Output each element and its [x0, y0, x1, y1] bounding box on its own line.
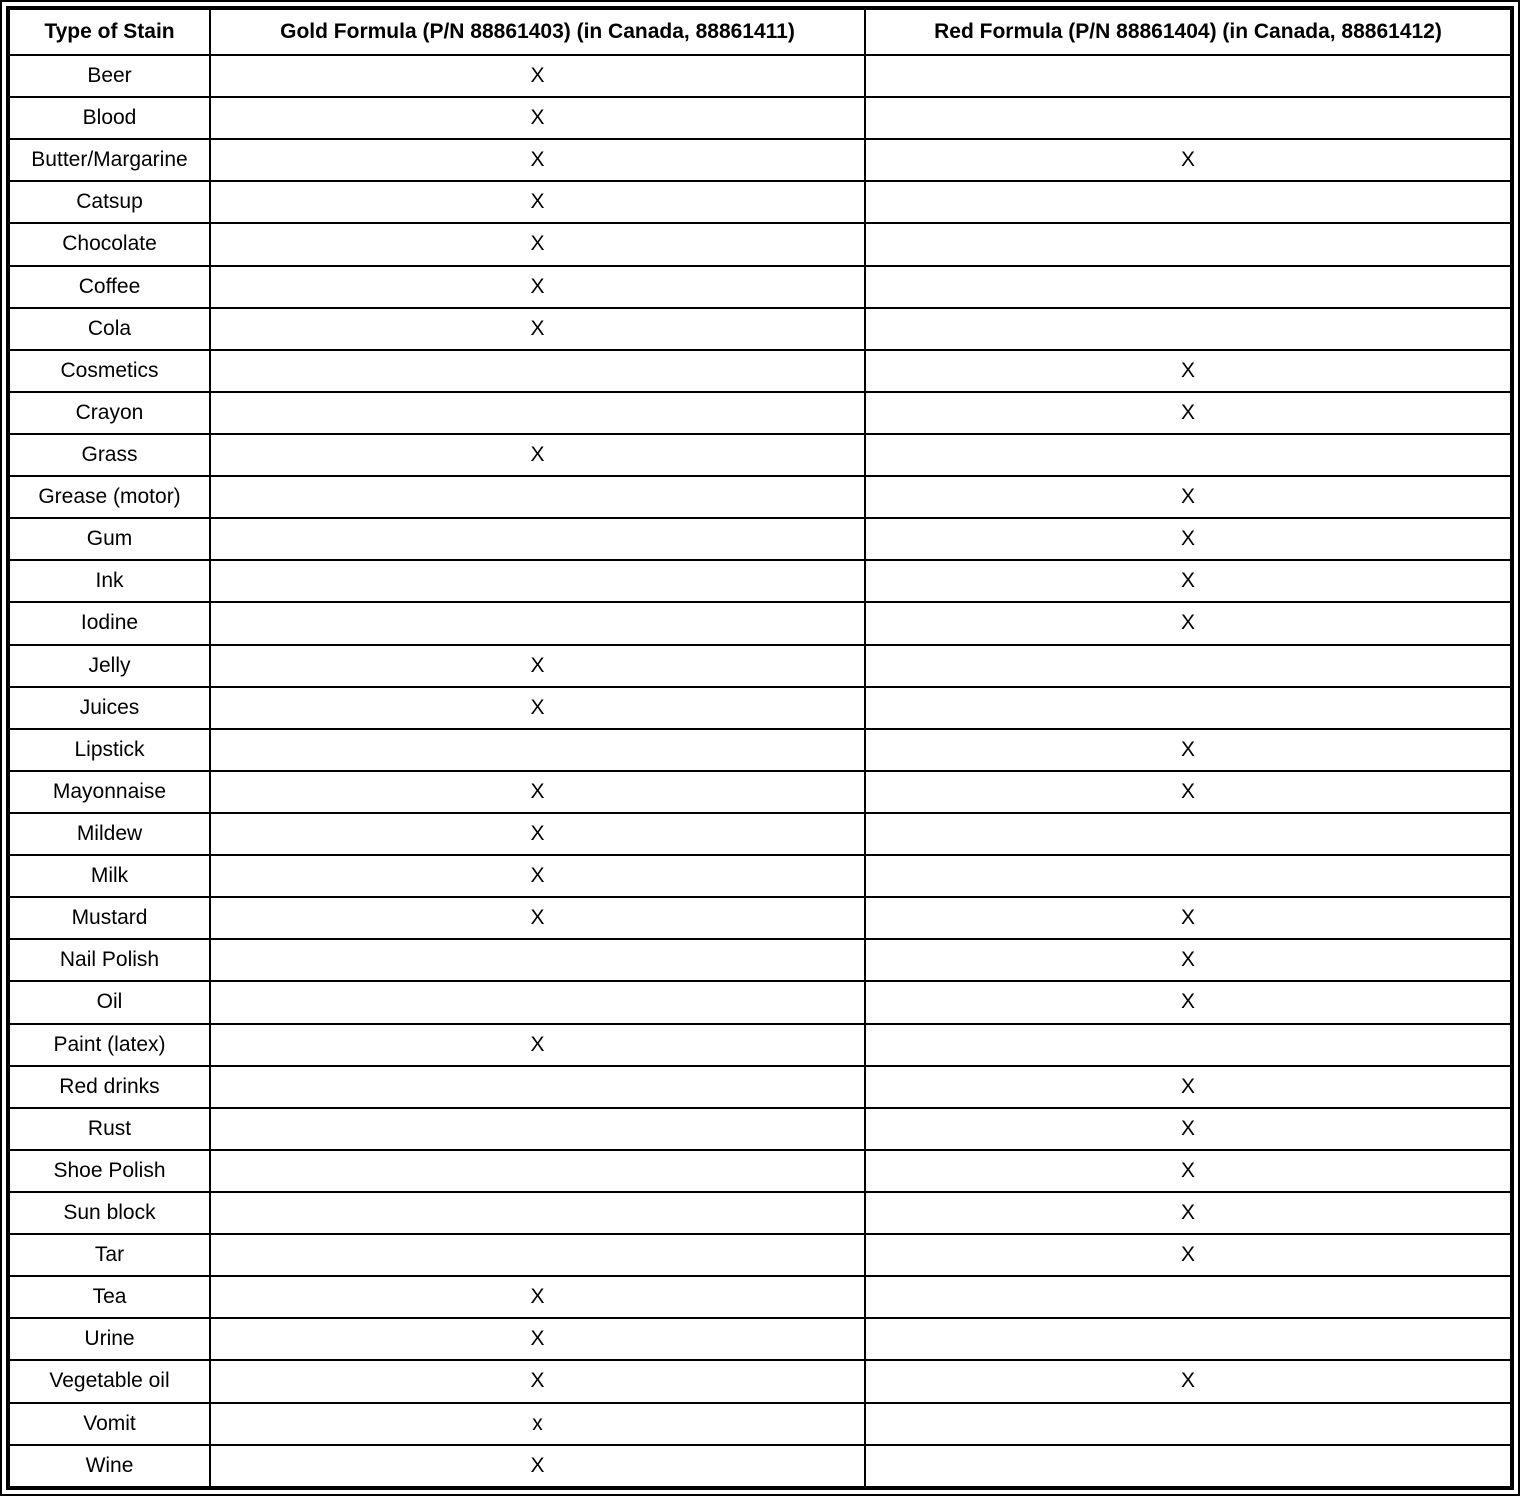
gold-mark-cell: X — [210, 308, 865, 350]
stain-name-cell: Oil — [8, 981, 210, 1023]
red-mark-cell — [865, 434, 1512, 476]
stain-name-cell: Nail Polish — [8, 939, 210, 981]
gold-mark-cell: X — [210, 1024, 865, 1066]
gold-mark-cell — [210, 350, 865, 392]
gold-mark-cell — [210, 1066, 865, 1108]
red-mark-cell — [865, 223, 1512, 265]
table-row — [8, 1318, 1512, 1360]
table-row — [8, 434, 1512, 476]
red-mark-cell: X — [865, 1234, 1512, 1276]
red-mark-cell — [865, 1318, 1512, 1360]
red-mark-cell: X — [865, 1360, 1512, 1402]
gold-mark-cell — [210, 1108, 865, 1150]
table-row — [8, 855, 1512, 897]
column-header-red-formula: Red Formula (P/N 88861404) (in Canada, 88861412) — [865, 8, 1512, 55]
gold-mark-cell: X — [210, 97, 865, 139]
stain-name-cell: Lipstick — [8, 729, 210, 771]
stain-name-cell: Crayon — [8, 392, 210, 434]
table-row — [8, 1445, 1512, 1488]
table-row — [8, 1108, 1512, 1150]
gold-mark-cell — [210, 518, 865, 560]
red-mark-cell — [865, 813, 1512, 855]
table-row — [8, 1360, 1512, 1402]
table-row — [8, 1403, 1512, 1445]
stain-name-cell: Mayonnaise — [8, 771, 210, 813]
stain-name-cell: Catsup — [8, 181, 210, 223]
column-header-gold-formula: Gold Formula (P/N 88861403) (in Canada, 88861411) — [210, 8, 865, 55]
red-mark-cell — [865, 645, 1512, 687]
stain-name-cell: Wine — [8, 1445, 210, 1488]
table-row — [8, 223, 1512, 265]
red-mark-cell: X — [865, 350, 1512, 392]
red-mark-cell — [865, 855, 1512, 897]
stain-name-cell: Vomit — [8, 1403, 210, 1445]
stain-name-cell: Vegetable oil — [8, 1360, 210, 1402]
table-row — [8, 1234, 1512, 1276]
red-mark-cell: X — [865, 1150, 1512, 1192]
gold-mark-cell: X — [210, 771, 865, 813]
table-row — [8, 602, 1512, 644]
stain-name-cell: Gum — [8, 518, 210, 560]
table-row — [8, 1150, 1512, 1192]
red-mark-cell — [865, 1024, 1512, 1066]
table-row — [8, 350, 1512, 392]
gold-mark-cell — [210, 392, 865, 434]
stain-name-cell: Tar — [8, 1234, 210, 1276]
table-row — [8, 181, 1512, 223]
table-row — [8, 645, 1512, 687]
gold-mark-cell: x — [210, 1403, 865, 1445]
red-mark-cell — [865, 266, 1512, 308]
stain-name-cell: Milk — [8, 855, 210, 897]
red-mark-cell: X — [865, 729, 1512, 771]
red-mark-cell: X — [865, 1108, 1512, 1150]
gold-mark-cell: X — [210, 1445, 865, 1488]
red-mark-cell: X — [865, 981, 1512, 1023]
stain-name-cell: Jelly — [8, 645, 210, 687]
red-mark-cell — [865, 1445, 1512, 1488]
gold-mark-cell: X — [210, 55, 865, 97]
column-header-stain-type: Type of Stain — [8, 8, 210, 55]
red-mark-cell: X — [865, 392, 1512, 434]
gold-mark-cell — [210, 1192, 865, 1234]
red-mark-cell — [865, 687, 1512, 729]
red-mark-cell — [865, 1403, 1512, 1445]
table-row — [8, 55, 1512, 97]
stain-table-body — [8, 55, 1512, 1488]
stain-name-cell: Juices — [8, 687, 210, 729]
stain-name-cell: Beer — [8, 55, 210, 97]
red-mark-cell — [865, 1276, 1512, 1318]
red-mark-cell: X — [865, 476, 1512, 518]
stain-name-cell: Urine — [8, 1318, 210, 1360]
stain-name-cell: Sun block — [8, 1192, 210, 1234]
table-row — [8, 97, 1512, 139]
gold-mark-cell: X — [210, 1360, 865, 1402]
table-row — [8, 1276, 1512, 1318]
table-row — [8, 939, 1512, 981]
stain-name-cell: Cosmetics — [8, 350, 210, 392]
gold-mark-cell: X — [210, 1318, 865, 1360]
table-row — [8, 560, 1512, 602]
gold-mark-cell: X — [210, 181, 865, 223]
gold-mark-cell — [210, 1234, 865, 1276]
stain-name-cell: Grease (motor) — [8, 476, 210, 518]
red-mark-cell: X — [865, 560, 1512, 602]
red-mark-cell: X — [865, 518, 1512, 560]
gold-mark-cell: X — [210, 645, 865, 687]
stain-name-cell: Cola — [8, 308, 210, 350]
header-row — [8, 8, 1512, 55]
red-mark-cell — [865, 97, 1512, 139]
stain-name-cell: Mustard — [8, 897, 210, 939]
table-header — [8, 8, 1512, 55]
table-row — [8, 771, 1512, 813]
gold-mark-cell: X — [210, 1276, 865, 1318]
table-row — [8, 1024, 1512, 1066]
table-row — [8, 813, 1512, 855]
table-row — [8, 266, 1512, 308]
gold-mark-cell — [210, 939, 865, 981]
stain-name-cell: Red drinks — [8, 1066, 210, 1108]
red-mark-cell: X — [865, 139, 1512, 181]
gold-mark-cell: X — [210, 223, 865, 265]
red-mark-cell: X — [865, 939, 1512, 981]
table-row — [8, 897, 1512, 939]
red-mark-cell: X — [865, 897, 1512, 939]
gold-mark-cell: X — [210, 897, 865, 939]
gold-mark-cell: X — [210, 139, 865, 181]
red-mark-cell — [865, 181, 1512, 223]
stain-name-cell: Paint (latex) — [8, 1024, 210, 1066]
table-row — [8, 1192, 1512, 1234]
red-mark-cell — [865, 55, 1512, 97]
gold-mark-cell: X — [210, 813, 865, 855]
gold-mark-cell: X — [210, 266, 865, 308]
stain-name-cell: Ink — [8, 560, 210, 602]
red-mark-cell: X — [865, 1192, 1512, 1234]
stain-name-cell: Blood — [8, 97, 210, 139]
gold-mark-cell: X — [210, 434, 865, 476]
table-row — [8, 308, 1512, 350]
gold-mark-cell: X — [210, 687, 865, 729]
gold-mark-cell — [210, 729, 865, 771]
gold-mark-cell — [210, 476, 865, 518]
stain-name-cell: Grass — [8, 434, 210, 476]
red-mark-cell: X — [865, 771, 1512, 813]
stain-name-cell: Iodine — [8, 602, 210, 644]
table-row — [8, 139, 1512, 181]
stain-name-cell: Tea — [8, 1276, 210, 1318]
red-mark-cell: X — [865, 1066, 1512, 1108]
stain-name-cell: Mildew — [8, 813, 210, 855]
table-row — [8, 1066, 1512, 1108]
gold-mark-cell — [210, 981, 865, 1023]
gold-mark-cell: X — [210, 855, 865, 897]
table-row — [8, 392, 1512, 434]
table-row — [8, 518, 1512, 560]
gold-mark-cell — [210, 1150, 865, 1192]
stain-formula-table — [6, 6, 1514, 1490]
stain-name-cell: Chocolate — [8, 223, 210, 265]
stain-name-cell: Butter/Margarine — [8, 139, 210, 181]
stain-name-cell: Shoe Polish — [8, 1150, 210, 1192]
stain-name-cell: Rust — [8, 1108, 210, 1150]
table-row — [8, 729, 1512, 771]
table-row — [8, 687, 1512, 729]
stain-name-cell: Coffee — [8, 266, 210, 308]
table-row — [8, 981, 1512, 1023]
red-mark-cell — [865, 308, 1512, 350]
gold-mark-cell — [210, 560, 865, 602]
gold-mark-cell — [210, 602, 865, 644]
red-mark-cell: X — [865, 602, 1512, 644]
table-row — [8, 476, 1512, 518]
